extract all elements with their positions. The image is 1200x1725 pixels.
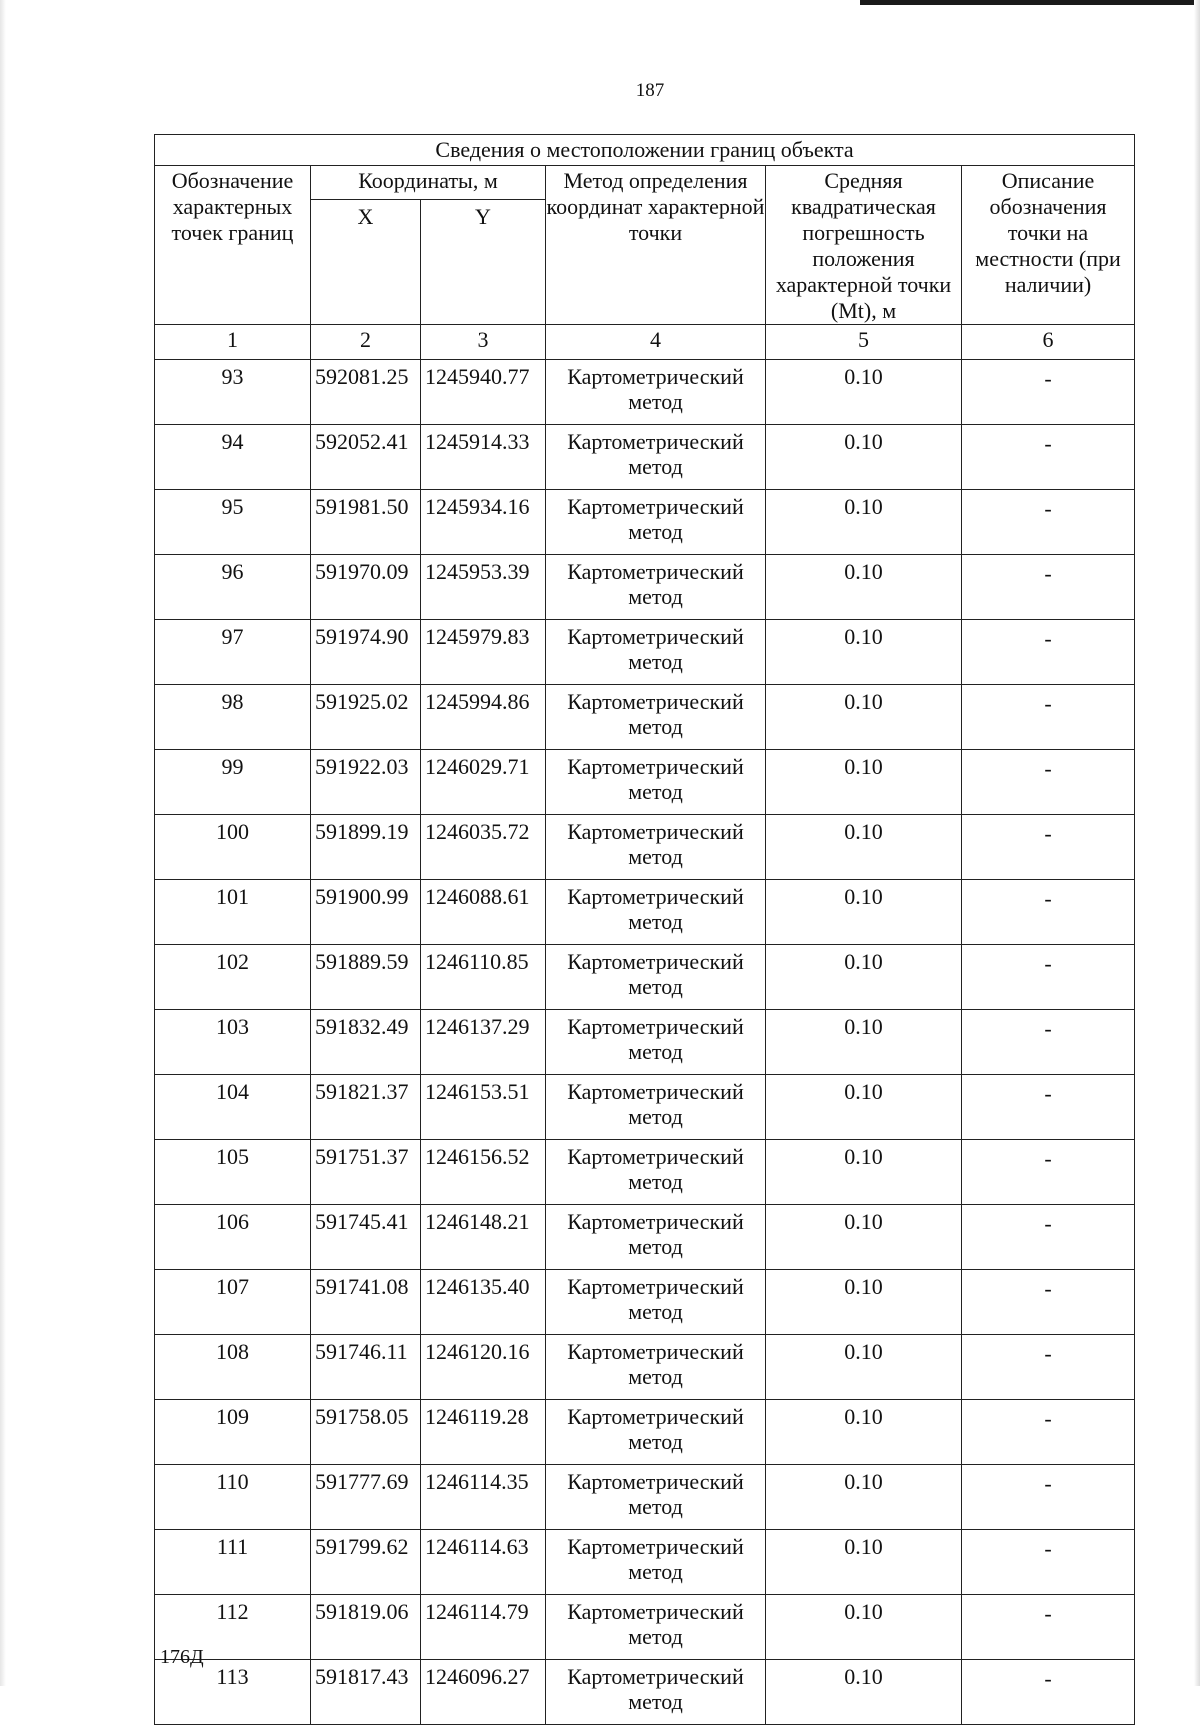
column-number: 5 [766, 325, 962, 360]
column-number: 2 [311, 325, 421, 360]
error-cell: 0.10 [766, 1465, 962, 1530]
method-line: Картометрический [567, 1534, 744, 1559]
table-row [155, 1660, 1135, 1725]
method-line: метод [628, 389, 683, 414]
coord-y-cell: 1246135.40 [421, 1270, 546, 1335]
coord-x-cell: 591974.90 [311, 620, 421, 685]
method-line: метод [628, 1169, 683, 1194]
table-row [155, 1270, 1135, 1335]
table-row [155, 1595, 1135, 1660]
method-line: Картометрический [567, 754, 744, 779]
method-line: метод [628, 649, 683, 674]
coord-y-cell: 1246153.51 [421, 1075, 546, 1140]
point-id-cell: 111 [155, 1530, 311, 1595]
coord-y-cell: 1245940.77 [421, 360, 546, 425]
header-x: X [311, 199, 421, 324]
table-row [155, 1335, 1135, 1400]
table-title: Сведения о местоположении границ объекта [155, 135, 1135, 166]
table-row [155, 685, 1135, 750]
method-line: метод [628, 1234, 683, 1259]
coord-y-cell: 1245994.86 [421, 685, 546, 750]
method-cell [546, 1075, 766, 1140]
header-description: Описание обозначения точки на местности (при наличии) [962, 166, 1135, 325]
method-line: метод [628, 1039, 683, 1064]
coord-x-cell: 591832.49 [311, 1010, 421, 1075]
column-number: 1 [155, 325, 311, 360]
coord-y-cell: 1246114.63 [421, 1530, 546, 1595]
method-line: Картометрический [567, 1209, 744, 1234]
scan-edge-top [860, 0, 1200, 5]
table-row [155, 1400, 1135, 1465]
coord-x-cell: 591745.41 [311, 1205, 421, 1270]
method-cell [546, 1530, 766, 1595]
description-cell: - [962, 1335, 1135, 1400]
method-line: Картометрический [567, 689, 744, 714]
point-id-cell: 110 [155, 1465, 311, 1530]
method-line: метод [628, 974, 683, 999]
coord-x-cell: 591799.62 [311, 1530, 421, 1595]
description-cell: - [962, 1660, 1135, 1725]
error-cell: 0.10 [766, 945, 962, 1010]
error-cell: 0.10 [766, 490, 962, 555]
method-cell [546, 1270, 766, 1335]
method-cell [546, 620, 766, 685]
description-cell: - [962, 750, 1135, 815]
error-cell: 0.10 [766, 1400, 962, 1465]
table-row [155, 945, 1135, 1010]
method-cell [546, 1010, 766, 1075]
coord-x-cell: 591821.37 [311, 1075, 421, 1140]
method-line: метод [628, 1624, 683, 1649]
method-line: метод [628, 1559, 683, 1584]
coord-y-cell: 1246029.71 [421, 750, 546, 815]
coord-x-cell: 591819.06 [311, 1595, 421, 1660]
error-cell: 0.10 [766, 815, 962, 880]
coord-x-cell: 591746.11 [311, 1335, 421, 1400]
method-line: Картометрический [567, 1079, 744, 1104]
method-line: метод [628, 1299, 683, 1324]
method-line: Картометрический [567, 1404, 744, 1429]
method-cell [546, 490, 766, 555]
error-cell: 0.10 [766, 750, 962, 815]
method-line: Картометрический [567, 949, 744, 974]
point-id-cell: 96 [155, 555, 311, 620]
method-line: Картометрический [567, 884, 744, 909]
point-id-cell: 109 [155, 1400, 311, 1465]
method-line: Картометрический [567, 1274, 744, 1299]
method-cell [546, 750, 766, 815]
error-cell: 0.10 [766, 425, 962, 490]
coord-x-cell: 591741.08 [311, 1270, 421, 1335]
coord-x-cell: 591889.59 [311, 945, 421, 1010]
method-cell [546, 1205, 766, 1270]
table-row [155, 490, 1135, 555]
point-id-cell: 97 [155, 620, 311, 685]
point-id-cell: 113 [155, 1660, 311, 1725]
coord-y-cell: 1246110.85 [421, 945, 546, 1010]
method-cell [546, 1465, 766, 1530]
coord-y-cell: 1246096.27 [421, 1660, 546, 1725]
method-line: метод [628, 1364, 683, 1389]
coord-y-cell: 1246148.21 [421, 1205, 546, 1270]
point-id-cell: 108 [155, 1335, 311, 1400]
description-cell: - [962, 685, 1135, 750]
coord-y-cell: 1246120.16 [421, 1335, 546, 1400]
method-line: Картометрический [567, 1664, 744, 1689]
coord-y-cell: 1246035.72 [421, 815, 546, 880]
description-cell: - [962, 1400, 1135, 1465]
method-line: метод [628, 584, 683, 609]
method-cell [546, 1140, 766, 1205]
error-cell: 0.10 [766, 1140, 962, 1205]
coord-x-cell: 591922.03 [311, 750, 421, 815]
error-cell: 0.10 [766, 1595, 962, 1660]
scan-edge-right [1194, 0, 1200, 1686]
error-cell: 0.10 [766, 360, 962, 425]
point-id-cell: 95 [155, 490, 311, 555]
method-cell [546, 360, 766, 425]
coord-y-cell: 1246137.29 [421, 1010, 546, 1075]
description-cell: - [962, 1010, 1135, 1075]
coord-x-cell: 591925.02 [311, 685, 421, 750]
error-cell: 0.10 [766, 1530, 962, 1595]
method-cell [546, 1400, 766, 1465]
footer-code: 176Д [160, 1646, 204, 1668]
error-cell: 0.10 [766, 1335, 962, 1400]
description-cell: - [962, 1465, 1135, 1530]
table-row [155, 1010, 1135, 1075]
table-row [155, 880, 1135, 945]
table-row [155, 425, 1135, 490]
page-number: 187 [635, 80, 665, 101]
method-cell [546, 685, 766, 750]
method-cell [546, 1335, 766, 1400]
method-line: Картометрический [567, 1339, 744, 1364]
method-line: Картометрический [567, 624, 744, 649]
coord-x-cell: 592052.41 [311, 425, 421, 490]
method-line: Картометрический [567, 1469, 744, 1494]
table-row [155, 1075, 1135, 1140]
point-id-cell: 99 [155, 750, 311, 815]
method-cell [546, 945, 766, 1010]
header-method: Метод определения координат характерной точки [546, 166, 766, 325]
coord-y-cell: 1246114.79 [421, 1595, 546, 1660]
description-cell: - [962, 620, 1135, 685]
coord-x-cell: 592081.25 [311, 360, 421, 425]
header-coordinates: Координаты, м [311, 166, 546, 200]
method-line: Картометрический [567, 559, 744, 584]
table-row [155, 620, 1135, 685]
method-line: Картометрический [567, 494, 744, 519]
point-id-cell: 107 [155, 1270, 311, 1335]
coord-x-cell: 591817.43 [311, 1660, 421, 1725]
error-cell: 0.10 [766, 880, 962, 945]
method-cell [546, 880, 766, 945]
coord-y-cell: 1245914.33 [421, 425, 546, 490]
coord-y-cell: 1245953.39 [421, 555, 546, 620]
method-line: метод [628, 779, 683, 804]
method-line: Картометрический [567, 819, 744, 844]
description-cell: - [962, 1530, 1135, 1595]
point-id-cell: 104 [155, 1075, 311, 1140]
description-cell: - [962, 1270, 1135, 1335]
method-line: Картометрический [567, 429, 744, 454]
method-line: метод [628, 1689, 683, 1714]
table-row [155, 360, 1135, 425]
description-cell: - [962, 555, 1135, 620]
method-cell [546, 815, 766, 880]
table-row [155, 750, 1135, 815]
table-row [155, 1205, 1135, 1270]
coord-x-cell: 591981.50 [311, 490, 421, 555]
method-line: Картометрический [567, 364, 744, 389]
description-cell: - [962, 425, 1135, 490]
method-line: Картометрический [567, 1144, 744, 1169]
method-line: метод [628, 519, 683, 544]
point-id-cell: 100 [155, 815, 311, 880]
table-row [155, 1465, 1135, 1530]
coord-y-cell: 1245979.83 [421, 620, 546, 685]
scan-edge-left [0, 0, 6, 1686]
description-cell: - [962, 1595, 1135, 1660]
coord-y-cell: 1246088.61 [421, 880, 546, 945]
method-cell [546, 1660, 766, 1725]
point-id-cell: 93 [155, 360, 311, 425]
point-id-cell: 103 [155, 1010, 311, 1075]
point-id-cell: 98 [155, 685, 311, 750]
method-line: метод [628, 844, 683, 869]
coord-x-cell: 591777.69 [311, 1465, 421, 1530]
description-cell: - [962, 815, 1135, 880]
column-number-row [155, 325, 1135, 360]
error-cell: 0.10 [766, 1270, 962, 1335]
coord-x-cell: 591758.05 [311, 1400, 421, 1465]
method-cell [546, 425, 766, 490]
table-row [155, 1140, 1135, 1205]
coord-y-cell: 1246119.28 [421, 1400, 546, 1465]
method-line: метод [628, 1494, 683, 1519]
error-cell: 0.10 [766, 620, 962, 685]
method-cell [546, 1595, 766, 1660]
method-line: метод [628, 909, 683, 934]
table-row [155, 815, 1135, 880]
description-cell: - [962, 1205, 1135, 1270]
header-y: Y [421, 199, 546, 324]
point-id-cell: 94 [155, 425, 311, 490]
method-line: метод [628, 714, 683, 739]
error-cell: 0.10 [766, 1660, 962, 1725]
header-error: Средняя квадратическая погрешность положения характерной точки (Mt), м [766, 166, 962, 325]
method-cell [546, 555, 766, 620]
description-cell: - [962, 490, 1135, 555]
column-number: 6 [962, 325, 1135, 360]
coord-y-cell: 1246114.35 [421, 1465, 546, 1530]
point-id-cell: 112 [155, 1595, 311, 1660]
method-line: Картометрический [567, 1599, 744, 1624]
table-row [155, 1530, 1135, 1595]
description-cell: - [962, 945, 1135, 1010]
error-cell: 0.10 [766, 685, 962, 750]
method-line: Картометрический [567, 1014, 744, 1039]
coord-y-cell: 1246156.52 [421, 1140, 546, 1205]
point-id-cell: 101 [155, 880, 311, 945]
header-point-designation: Обозначение характерных точек границ [155, 166, 311, 325]
point-id-cell: 102 [155, 945, 311, 1010]
method-line: метод [628, 1104, 683, 1129]
description-cell: - [962, 1140, 1135, 1205]
coord-x-cell: 591899.19 [311, 815, 421, 880]
column-number: 4 [546, 325, 766, 360]
error-cell: 0.10 [766, 1075, 962, 1140]
boundary-coordinates-table [154, 134, 1135, 1725]
point-id-cell: 105 [155, 1140, 311, 1205]
description-cell: - [962, 880, 1135, 945]
error-cell: 0.10 [766, 1205, 962, 1270]
error-cell: 0.10 [766, 555, 962, 620]
table-body [155, 360, 1135, 1725]
column-number: 3 [421, 325, 546, 360]
coord-x-cell: 591970.09 [311, 555, 421, 620]
description-cell: - [962, 1075, 1135, 1140]
coord-x-cell: 591751.37 [311, 1140, 421, 1205]
description-cell: - [962, 360, 1135, 425]
method-line: метод [628, 1429, 683, 1454]
method-line: метод [628, 454, 683, 479]
table-row [155, 555, 1135, 620]
coord-x-cell: 591900.99 [311, 880, 421, 945]
coord-y-cell: 1245934.16 [421, 490, 546, 555]
error-cell: 0.10 [766, 1010, 962, 1075]
point-id-cell: 106 [155, 1205, 311, 1270]
